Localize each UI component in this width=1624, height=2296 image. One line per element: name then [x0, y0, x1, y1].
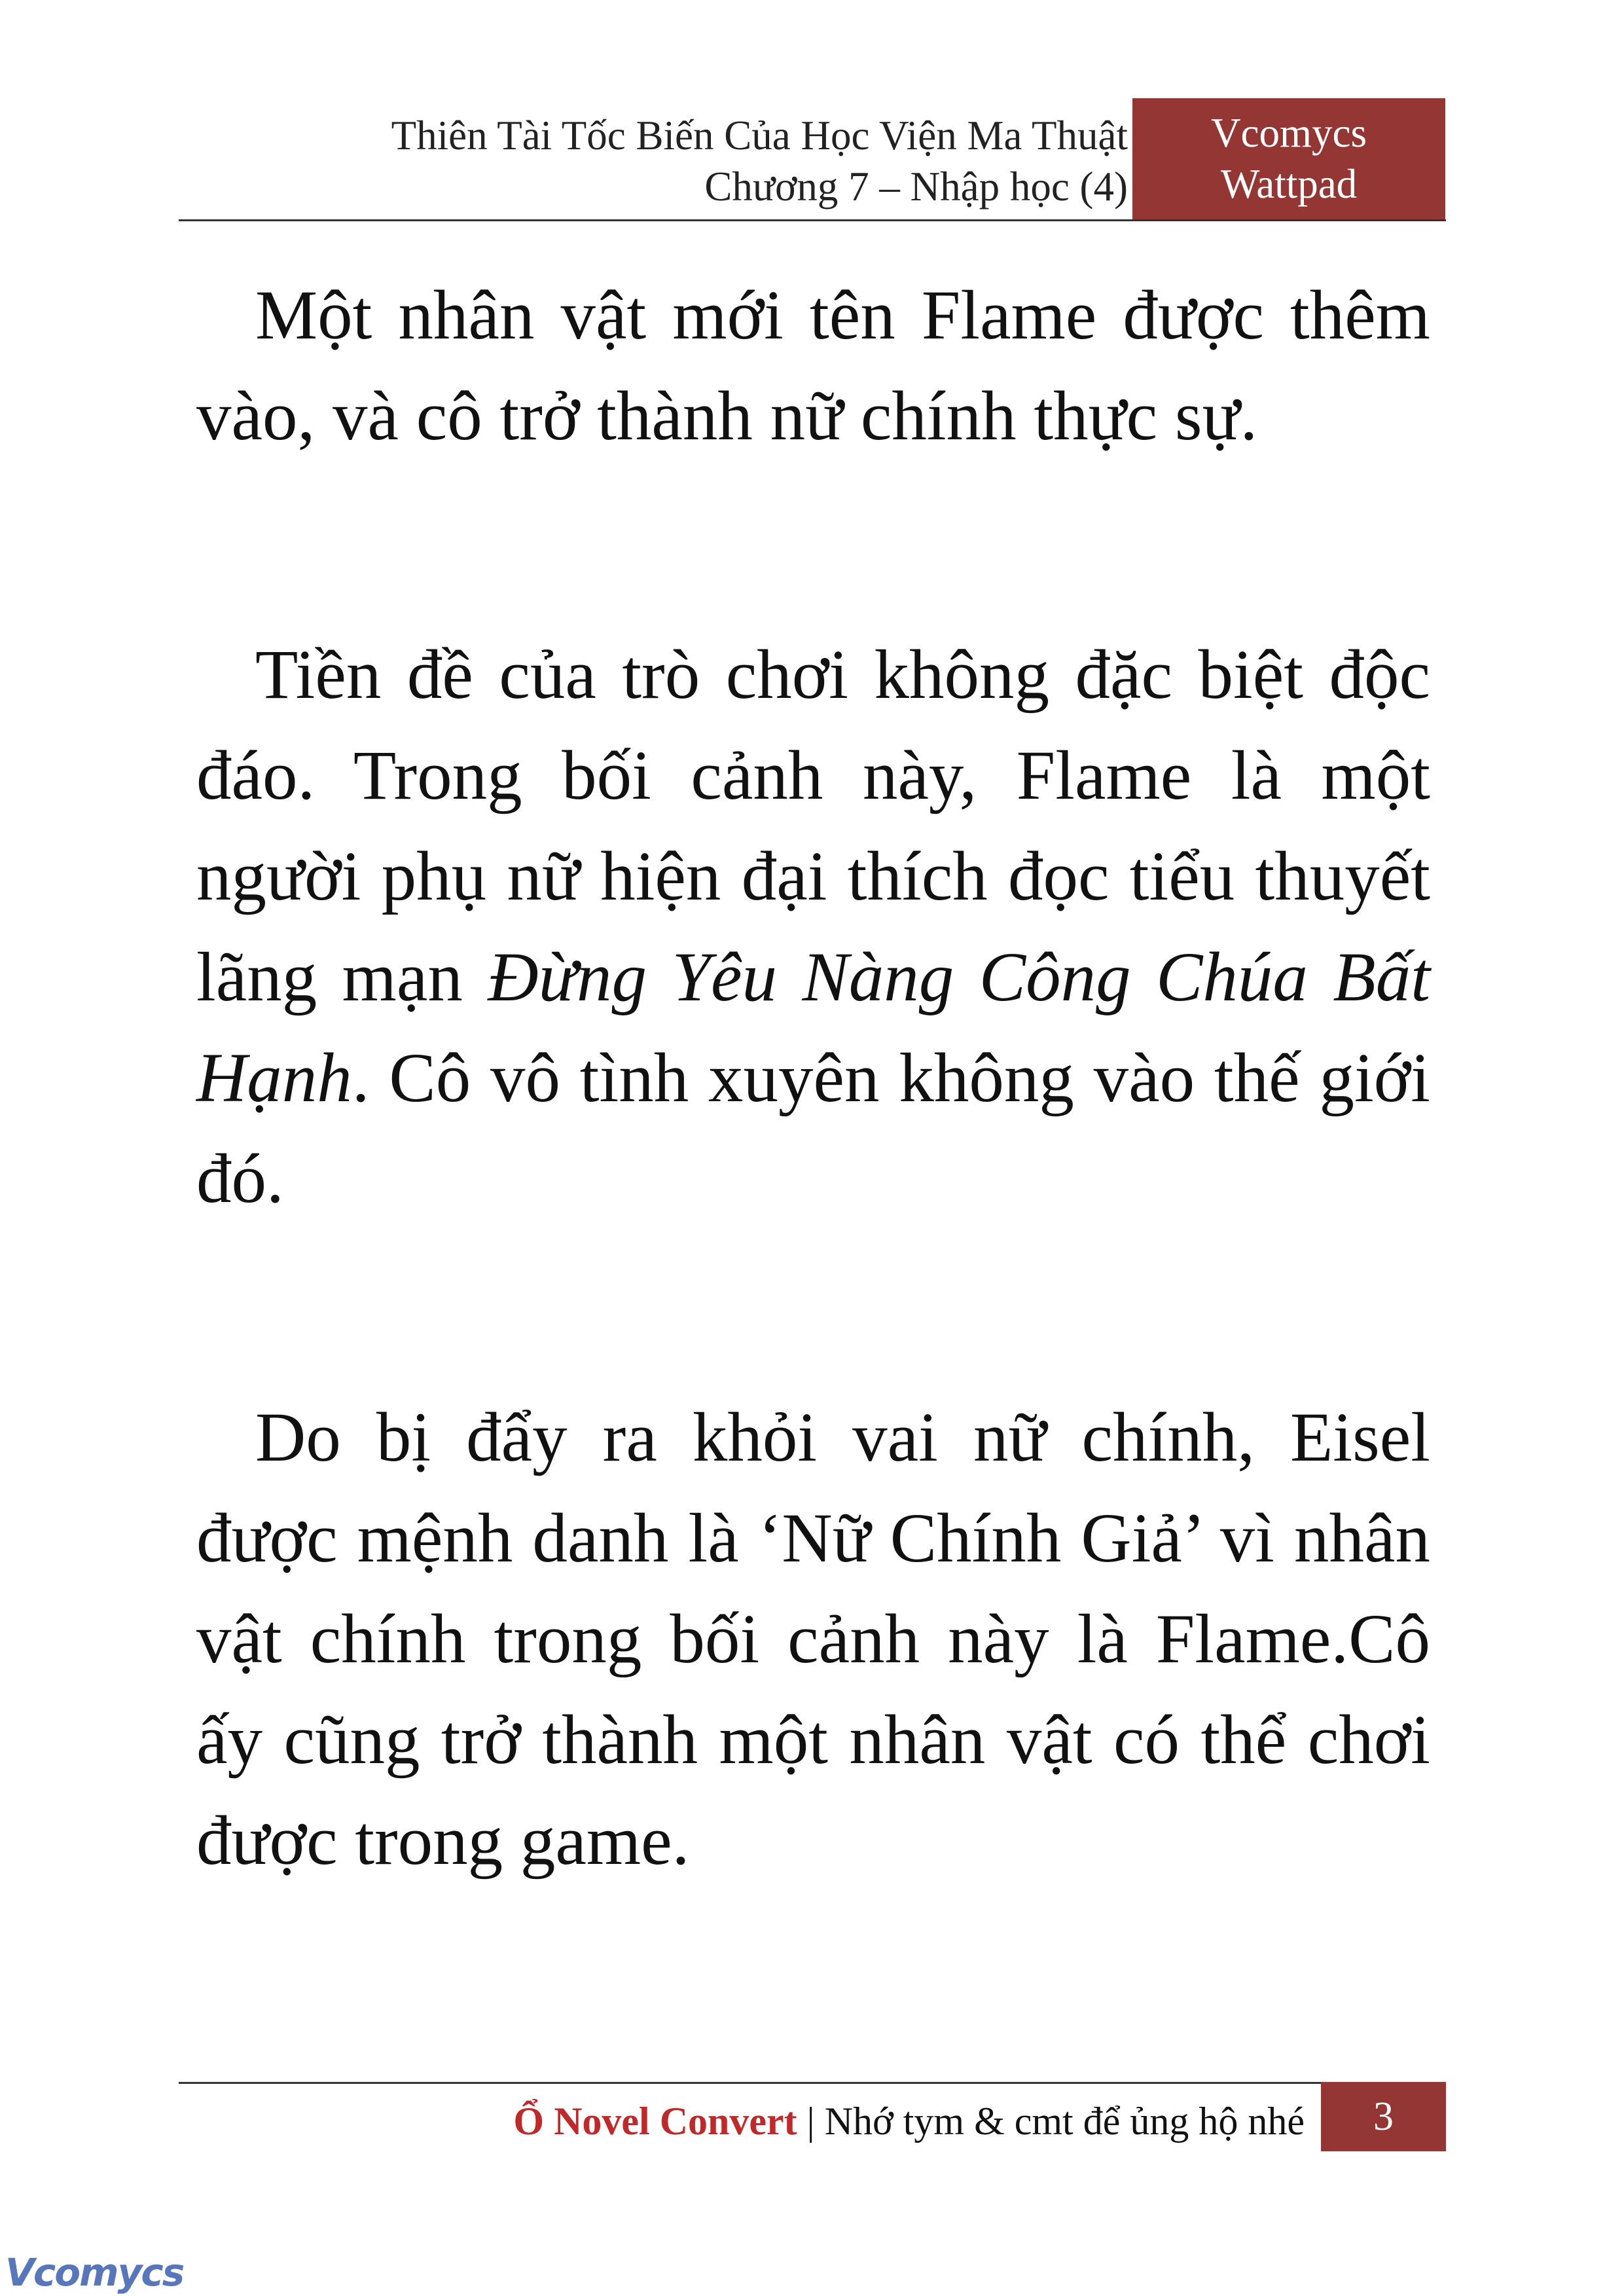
running-header	[211, 110, 1128, 212]
footer-note: Nhớ tym & cmt để ủng hộ nhé	[824, 2100, 1305, 2143]
paragraph-1: Một nhân vật mới tên Flame được thêm vào, và cô trở thành nữ chính thực sự.	[196, 277, 1430, 455]
badge-line-1: Vcomycs	[1211, 110, 1367, 156]
page-number: 3	[1321, 2082, 1446, 2151]
footer-brand: Ổ Novel Convert	[513, 2100, 797, 2143]
paragraph-2-text-a: Tiền đề của trò chơi không đặc biệt độc đáo. Trong bối cảnh này, Flame là một người phụ nữ hiện đại thích đọc tiểu thuyết lãng mạn	[196, 636, 1430, 1016]
footer-divider	[179, 2082, 1321, 2084]
paragraph-2-text-b: . Cô vô tình xuyên không vào thế giới đó.	[196, 1040, 1430, 1218]
page-body	[196, 265, 1430, 1891]
footer-separator: |	[797, 2100, 825, 2143]
running-footer	[179, 2092, 1305, 2151]
header-badge	[1132, 98, 1445, 220]
chapter-title: Chương 7 – Nhập học (4)	[704, 164, 1128, 210]
badge-line-2: Wattpad	[1220, 161, 1358, 207]
vcomycs-logo: Vcomycs	[5, 2250, 184, 2295]
paragraph-3: Do bị đẩy ra khỏi vai nữ chính, Eisel được mệnh danh là ‘Nữ Chính Giả’ vì nhân vật chính trong bối cảnh này là Flame.Cô ấy cũng trở thành một nhân vật có thể chơi được trong game.	[196, 1399, 1430, 1880]
header-divider	[179, 219, 1446, 221]
book-title: Thiên Tài Tốc Biến Của Học Viện Ma Thuật	[391, 113, 1128, 158]
paragraph-2	[196, 625, 1430, 1230]
novel-title: Đừng Yêu Nàng Công Chúa Bất Hạnh	[196, 939, 1430, 1117]
